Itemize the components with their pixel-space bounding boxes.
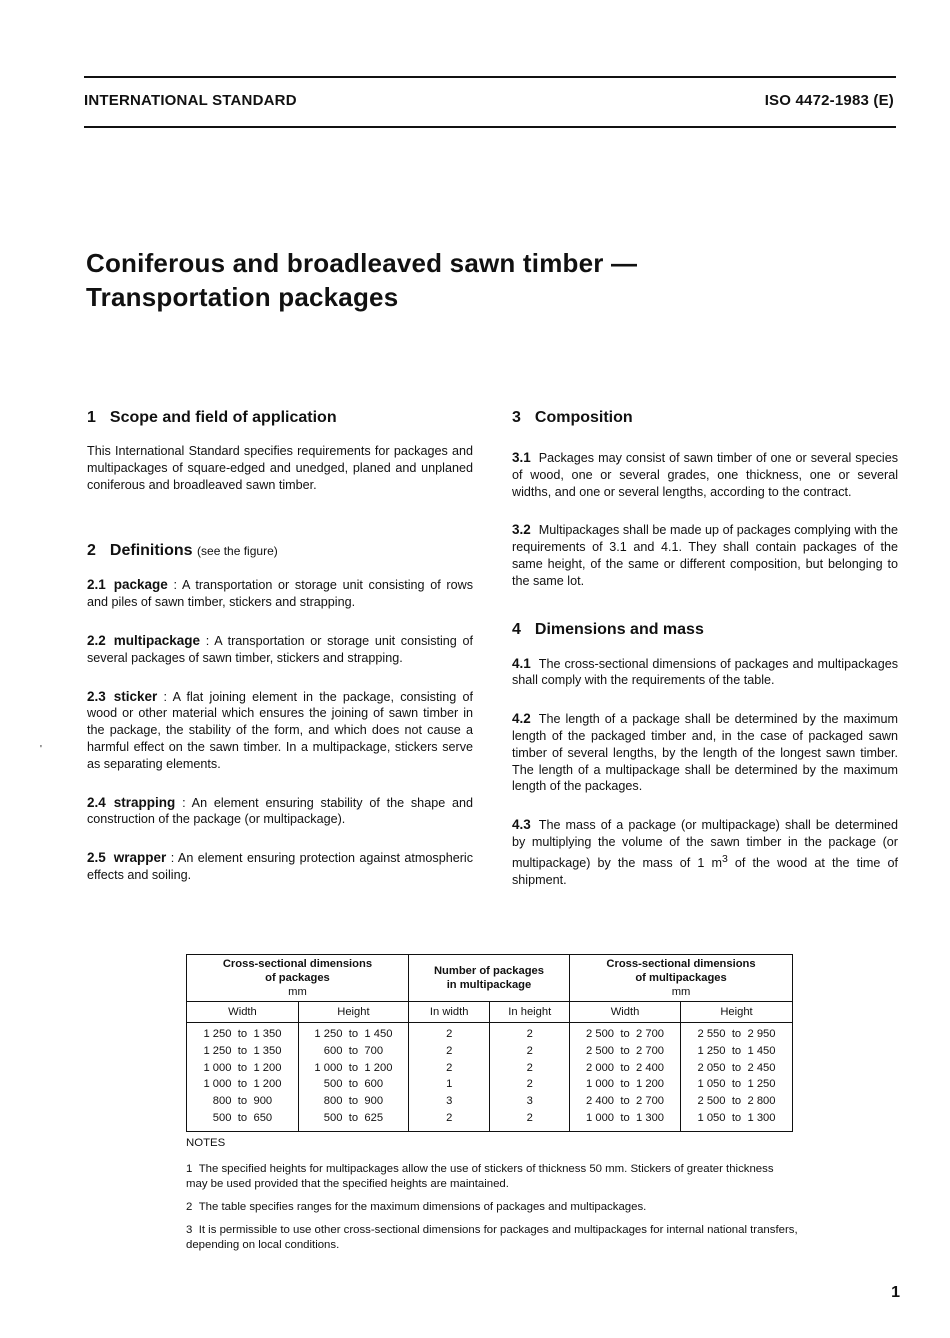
column-header: In height [490,1002,570,1023]
table-cell: 2 400 to 2 700 [586,1095,665,1108]
note-number: 1 [186,1163,193,1175]
table-cell: 1 [446,1078,453,1091]
table-cell: 1 000 to 1 200 [586,1078,665,1091]
col-multi-height [681,1023,793,1132]
clause-2-5 [87,850,473,884]
group-header-packages [187,955,409,1002]
table-cell: 2 [446,1044,453,1057]
note-item [186,1200,798,1215]
clause-4-1 [512,656,898,690]
header-left-label: INTERNATIONAL STANDARD [84,92,297,109]
section-4-heading [512,620,898,640]
group-line: Cross-sectional dimensions [222,958,373,970]
table-cell: 2 500 to 2 800 [697,1095,776,1108]
table-cell: 500 to 650 [212,1111,273,1124]
table-cell: 3 [446,1095,453,1108]
table-cell: 1 050 to 1 300 [697,1111,776,1124]
clause-4-3 [512,817,898,888]
left-column [87,408,473,884]
section-2-title: Definitions [109,542,193,560]
note-text: The table specifies ranges for the maximum dimensions of packages and multipackages. [198,1201,647,1213]
section-4-title: Dimensions and mass [534,620,704,638]
group-line: of multipackages [635,972,727,984]
column-header: Height [681,1002,793,1023]
clause-text: The length of a package shall be determined by the maximum length of the packaged timber and, in the case of packaged sawn timber of several lengths, by the length of the longest sawn timber. The length of a multipackage shall be determined by the maximum length of the packages. [512,712,898,794]
notes-heading: NOTES [186,1137,226,1149]
clause-2-1 [87,577,473,611]
header-right-label: ISO 4472-1983 (E) [764,92,894,109]
column-header: Height [298,1002,408,1023]
document-title [86,246,637,314]
group-line: Number of packages [433,965,544,977]
clause-3-2 [512,522,898,589]
table-cell: 1 000 to 1 200 [203,1061,282,1074]
clause-term: wrapper [113,850,167,866]
dimensions-table [186,954,793,1132]
column-header: Width [570,1002,681,1023]
table-cell: 2 [446,1061,453,1074]
top-rule [84,76,896,78]
section-3-heading [512,408,898,428]
table-cell: 2 [526,1111,533,1124]
clause-number: 3.1 [512,450,531,465]
note-number: 3 [186,1224,193,1236]
group-header-count [408,955,569,1002]
clause-text: : A transportation or storage unit consisting of several packages of sawn timber, stickers and strapping. [87,633,473,665]
table-cell: 500 to 600 [323,1078,384,1091]
page-number: 1 [891,1284,900,1301]
clause-number: 2.2 [87,632,106,648]
section-3-number: 3 [512,409,521,426]
col-package-width [187,1023,299,1132]
clause-number: 4.2 [512,711,531,727]
column-header: In width [408,1002,490,1023]
column-header: Width [187,1002,299,1023]
section-2-note: (see the figure) [197,544,278,559]
table-cell: 2 [526,1061,533,1074]
clause-text: : An element ensuring stability of the shape and construction of the package (or multipackage). [87,795,473,827]
table-cell: 1 250 to 1 350 [203,1028,282,1040]
clause-text: : A transportation or storage unit consisting of rows and piles of sawn timber, stickers and strapping. [87,578,473,610]
table-cell: 1 050 to 1 250 [697,1078,776,1091]
table-cell: 2 [526,1078,533,1091]
clause-number: 3.2 [512,522,531,538]
section-1-heading [87,408,473,428]
clause-text-end: of the wood at the time of shipment. [512,855,898,887]
table-cell: 2 050 to 2 450 [697,1061,776,1074]
clause-text: Packages may consist of sawn timber of one or several species of wood, one or several grades, one thickness, one or several widths, and one or several lengths, according to the contract. [512,451,898,499]
clause-text: : A flat joining element in the package, consisting of wood or other material which ensures the joining of sawn timber in the package, the stability of the form, and which does not cause a harmful effect on the sawn timber. In a multipackage, stickers serve as separating elements. [87,689,473,771]
col-count-height [490,1023,570,1132]
note-item [186,1162,798,1192]
clause-2-3 [87,689,473,773]
section-1-text: This International Standard specifies requirements for packages and multipackages of square-edged and unedged, planed and unplaned coniferous and broadleaved sawn timber. [87,444,473,492]
table-cell: 2 [446,1028,453,1040]
clause-text: : An element ensuring protection against atmospheric effects and soiling. [87,851,473,882]
group-unit: mm [671,986,691,998]
note-number: 2 [186,1201,193,1213]
table-cell: 2 500 to 2 700 [586,1028,665,1040]
table-cell: 800 to 900 [212,1095,273,1108]
section-4-number: 4 [512,620,521,638]
table-cell: 2 000 to 2 400 [586,1061,665,1074]
section-2-number: 2 [87,542,96,560]
table-group-header-row [187,955,793,1002]
group-header-multipackages [570,955,793,1002]
clause-4-2 [512,711,898,795]
section-3-title: Composition [534,409,633,426]
col-package-height [298,1023,408,1132]
clause-text: Multipackages shall be made up of packages complying with the requirements of 3.1 and 4.1. They shall contain packages of the same height, of the same or different composition, but belonging to the same lot. [512,523,898,588]
clause-number: 2.3 [87,688,106,704]
group-line: in multipackage [446,979,532,991]
clause-text: The mass of a package (or multipackage) shall be determined by multiplying the volume of the sawn timber in the package (or multipackage) by the mass of 1 m [512,818,898,870]
clause-term: multipackage [113,632,201,648]
table-cell: 2 [526,1044,533,1057]
table-cell: 1 000 to 1 200 [314,1061,393,1074]
table-cell: 2 550 to 2 950 [697,1028,776,1040]
superscript: 3 [721,852,728,865]
clause-2-2 [87,633,473,667]
title-line-2: Transportation packages [86,282,399,312]
col-multi-width [570,1023,681,1132]
group-line: of packages [265,972,330,984]
table-cell: 1 250 to 1 450 [314,1028,393,1040]
table-cell: 800 to 900 [323,1095,384,1108]
col-count-width [408,1023,490,1132]
group-unit: mm [288,986,307,998]
note-text: It is permissible to use other cross-sectional dimensions for packages and multipackages for internal national transfers, depending on local conditions. [186,1224,798,1251]
clause-term: sticker [113,688,158,704]
group-line: Cross-sectional dimensions [606,958,756,970]
clause-term: package [113,577,168,593]
clause-term: strapping [113,794,176,810]
clause-number: 2.4 [87,794,106,810]
table-cell: 500 to 625 [323,1111,384,1124]
right-column [512,408,898,889]
section-1-title: Scope and field of application [109,409,337,426]
note-item [186,1223,798,1253]
section-2-heading [87,541,473,561]
table-cell: 1 000 to 1 300 [586,1111,665,1124]
table-cell: 2 [526,1028,533,1040]
table-cell: 2 500 to 2 700 [586,1044,665,1057]
clause-text: The cross-sectional dimensions of packages and multipackages shall comply with the requirements of the table. [512,656,898,688]
clause-2-4 [87,795,473,829]
clause-number: 4.1 [512,655,531,671]
margin-mark: ' [40,744,42,755]
clause-3-1 [512,450,898,500]
table-cell: 600 to 700 [323,1044,384,1057]
section-1-number: 1 [87,409,96,426]
table-cell: 2 [446,1111,453,1124]
table-cell: 1 250 to 1 350 [203,1044,282,1057]
title-line-1: Coniferous and broadleaved sawn timber — [86,248,638,278]
table-cell: 3 [526,1095,533,1108]
table-data-row [187,1023,793,1132]
clause-number: 4.3 [512,817,531,833]
table-cell: 1 250 to 1 450 [697,1044,776,1057]
note-text: The specified heights for multipackages allow the use of stickers of thickness 50 mm. Stickers of greater thickness may be used provided that the specified heights are maintained. [186,1163,774,1190]
table-cell: 1 000 to 1 200 [203,1078,282,1091]
table-notes [186,1136,798,1253]
table-column-header-row [187,1002,793,1023]
clause-number: 2.1 [87,577,106,593]
clause-number: 2.5 [87,850,106,866]
header-rule [84,126,896,128]
